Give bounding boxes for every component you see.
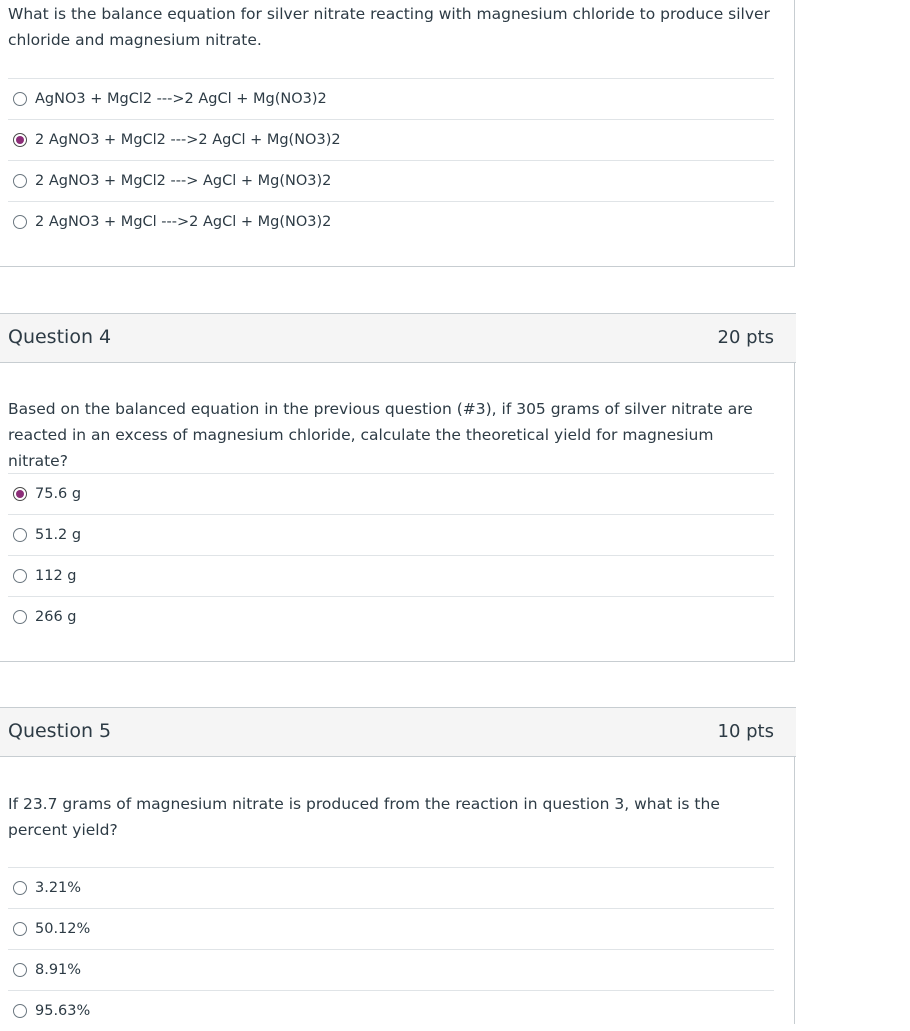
radio-button[interactable] <box>13 174 27 188</box>
answer-label: 2 AgNO3 + MgCl2 --->2 AgCl + Mg(NO3)2 <box>35 132 341 148</box>
question-title: Question 4 <box>8 326 112 348</box>
answer-label: 3.21% <box>35 880 82 896</box>
answer-label: 266 g <box>35 609 77 625</box>
answer-option[interactable] <box>8 78 774 119</box>
card-divider <box>0 266 795 267</box>
question-5-answers <box>8 867 774 1031</box>
answer-option[interactable] <box>8 555 774 596</box>
answer-option[interactable] <box>8 867 774 908</box>
answer-label: 112 g <box>35 568 77 584</box>
question-4-answers <box>8 473 774 637</box>
answer-option[interactable] <box>8 201 774 242</box>
question-5-text: If 23.7 grams of magnesium nitrate is produced from the reaction in question 3, what is the percent yield? <box>8 795 720 839</box>
answer-option[interactable] <box>8 908 774 949</box>
radio-button[interactable] <box>13 963 27 977</box>
answer-label: 50.12% <box>35 921 91 937</box>
radio-button[interactable] <box>13 528 27 542</box>
question-3-card <box>0 0 795 267</box>
answer-option[interactable] <box>8 596 774 637</box>
answer-option[interactable] <box>8 119 774 160</box>
answer-label: AgNO3 + MgCl2 --->2 AgCl + Mg(NO3)2 <box>35 91 327 107</box>
radio-button[interactable] <box>13 881 27 895</box>
question-4-text: Based on the balanced equation in the previous question (#3), if 305 grams of silver nitrate are reacted in an excess of magnesium chloride, calculate the theoretical yield for magnesium nitrate? <box>8 400 753 470</box>
question-points: 10 pts <box>717 721 774 742</box>
answer-option[interactable] <box>8 949 774 990</box>
question-3-answers <box>8 78 774 242</box>
radio-button[interactable] <box>13 92 27 106</box>
radio-button[interactable] <box>13 610 27 624</box>
question-points: 20 pts <box>717 327 774 348</box>
answer-option[interactable] <box>8 160 774 201</box>
radio-button-selected[interactable] <box>13 487 27 501</box>
radio-button[interactable] <box>13 1004 27 1018</box>
answer-label: 75.6 g <box>35 486 82 502</box>
answer-label: 2 AgNO3 + MgCl2 ---> AgCl + Mg(NO3)2 <box>35 173 332 189</box>
answer-option[interactable] <box>8 990 774 1031</box>
answer-option[interactable] <box>8 514 774 555</box>
card-divider <box>0 661 795 662</box>
question-4-header <box>0 313 796 363</box>
question-4-card <box>0 313 795 662</box>
answer-label: 95.63% <box>35 1003 91 1019</box>
question-3-text: What is the balance equation for silver nitrate reacting with magnesium chloride to produce silver chloride and magnesium nitrate. <box>8 5 770 49</box>
radio-button[interactable] <box>13 569 27 583</box>
answer-label: 8.91% <box>35 962 82 978</box>
answer-option[interactable] <box>8 473 774 514</box>
question-title: Question 5 <box>8 720 112 742</box>
radio-button[interactable] <box>13 215 27 229</box>
radio-button[interactable] <box>13 922 27 936</box>
question-5-header <box>0 707 796 757</box>
answer-label: 51.2 g <box>35 527 82 543</box>
answer-label: 2 AgNO3 + MgCl --->2 AgCl + Mg(NO3)2 <box>35 214 332 230</box>
question-5-card <box>0 707 795 1024</box>
radio-button-selected[interactable] <box>13 133 27 147</box>
